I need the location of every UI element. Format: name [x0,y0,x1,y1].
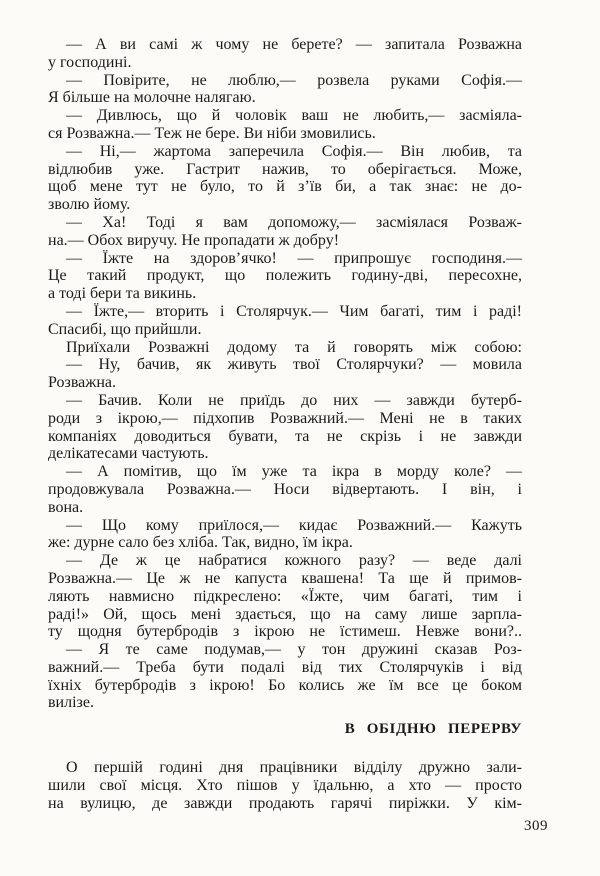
text-line: — Їжте на здоров’ячко! — припрошує господиня.— [66,249,522,267]
text-line: відлюбив уже. Гастрит нажив, то оберігається. Може, [48,160,522,178]
section-heading: В ОБІДНЮ ПЕРЕРВУ [344,721,522,738]
text-line: щоб мене тут не було, то й з’їв би, а так знає: не до- [48,178,522,196]
text-line: їхніх бутербродів з ікрою! Бо колись же їм все це боком [48,676,522,694]
text-line: — Дивлюсь, що й чоловік ваш не любить,— засміяла- [66,107,522,125]
text-line: Це такий продукт, що полежить годину-дві, пересохне, [48,267,522,285]
text-line: зволю йому. [48,196,131,214]
text-line: — А ви самі ж чому не берете? — запитала Розважна [66,36,522,53]
text-line: — Ну, бачив, як живуть твої Столярчуки? — мовила [66,356,522,374]
text-line: вилізе. [48,694,94,712]
text-line: О першій годині дня працівники відділу дружно зали- [66,759,522,777]
text-line: — Де ж це набратися кожного разу? — веде далі [66,552,522,570]
text-line: важний.— Треба бути подалі від тих Столярчуків і від [48,658,522,676]
text-line: Я більше на молочне налягаю. [48,89,256,107]
text-line: продовжувала Розважна.— Носи відвертають. І він, і [48,480,522,498]
text-line: компаніях доводиться бувати, та не скрізь і не завжди [48,427,522,445]
text-line: у господині. [48,53,132,71]
text-line: — Що кому приїлося,— кидає Розважний.— Кажуть [66,516,522,534]
text-line: шили свої місця. Хто пішов у їдальню, а хто — просто [48,776,522,794]
text-line: Розважна.— Це ж не капуста квашена! Та ще й примов- [48,569,522,587]
text-line: на.— Обох виручу. Не пропадати ж добру! [48,231,340,249]
text-line: — Їжте,— вторить і Столярчук.— Чим багаті, тим і раді! [66,302,522,320]
text-line: — Я те саме подумав,— у тон дружині сказав Роз- [66,641,522,659]
text-line: Спасибі, що прийшли. [48,320,202,338]
text-line: Приїхали Розважні додому та й говорять між собою: [66,338,522,356]
text-line: Розважна. [48,374,116,392]
text-line: ся Розважна.— Теж не бере. Ви ніби змовились. [48,124,376,142]
text-line: ту щодня бутербродів з ікрою не їстимеш. Невже вони?.. [48,623,522,641]
text-line: роди з ікрою,— підхопив Розважний.— Мені не в таких [48,409,522,427]
text-line: же: дурне сало без хліба. Так, видно, їм ікра. [48,534,353,552]
text-line: вона. [48,498,84,516]
text-column [48,36,522,812]
text-line: — Ха! Тоді я вам допоможу,— засміялася Розваж- [66,213,522,231]
text-line: на вулицю, де завжди продають гарячі пиріжки. У кім- [48,794,522,812]
page-number: 309 [524,818,548,834]
text-line: — А помітив, що їм уже та ікра в морду коле? — [66,463,522,481]
text-line: — Бачив. Коли не приїдь до них — завжди бутерб- [66,391,522,409]
text-line: — Ні,— жартома заперечила Софія.— Він любив, та [66,142,522,160]
text-line: — Повірите, не люблю,— розвела руками Софія.— [66,71,522,89]
text-line: ляють навмисно підкреслено: «Їжте, чим багаті, тим і [48,587,522,605]
text-line: а тоді бери та викинь. [48,285,197,303]
text-line: раді!» Ой, щось мені здається, що на саму лише зарпла- [48,605,522,623]
text-line: делікатесами частують. [48,445,209,463]
